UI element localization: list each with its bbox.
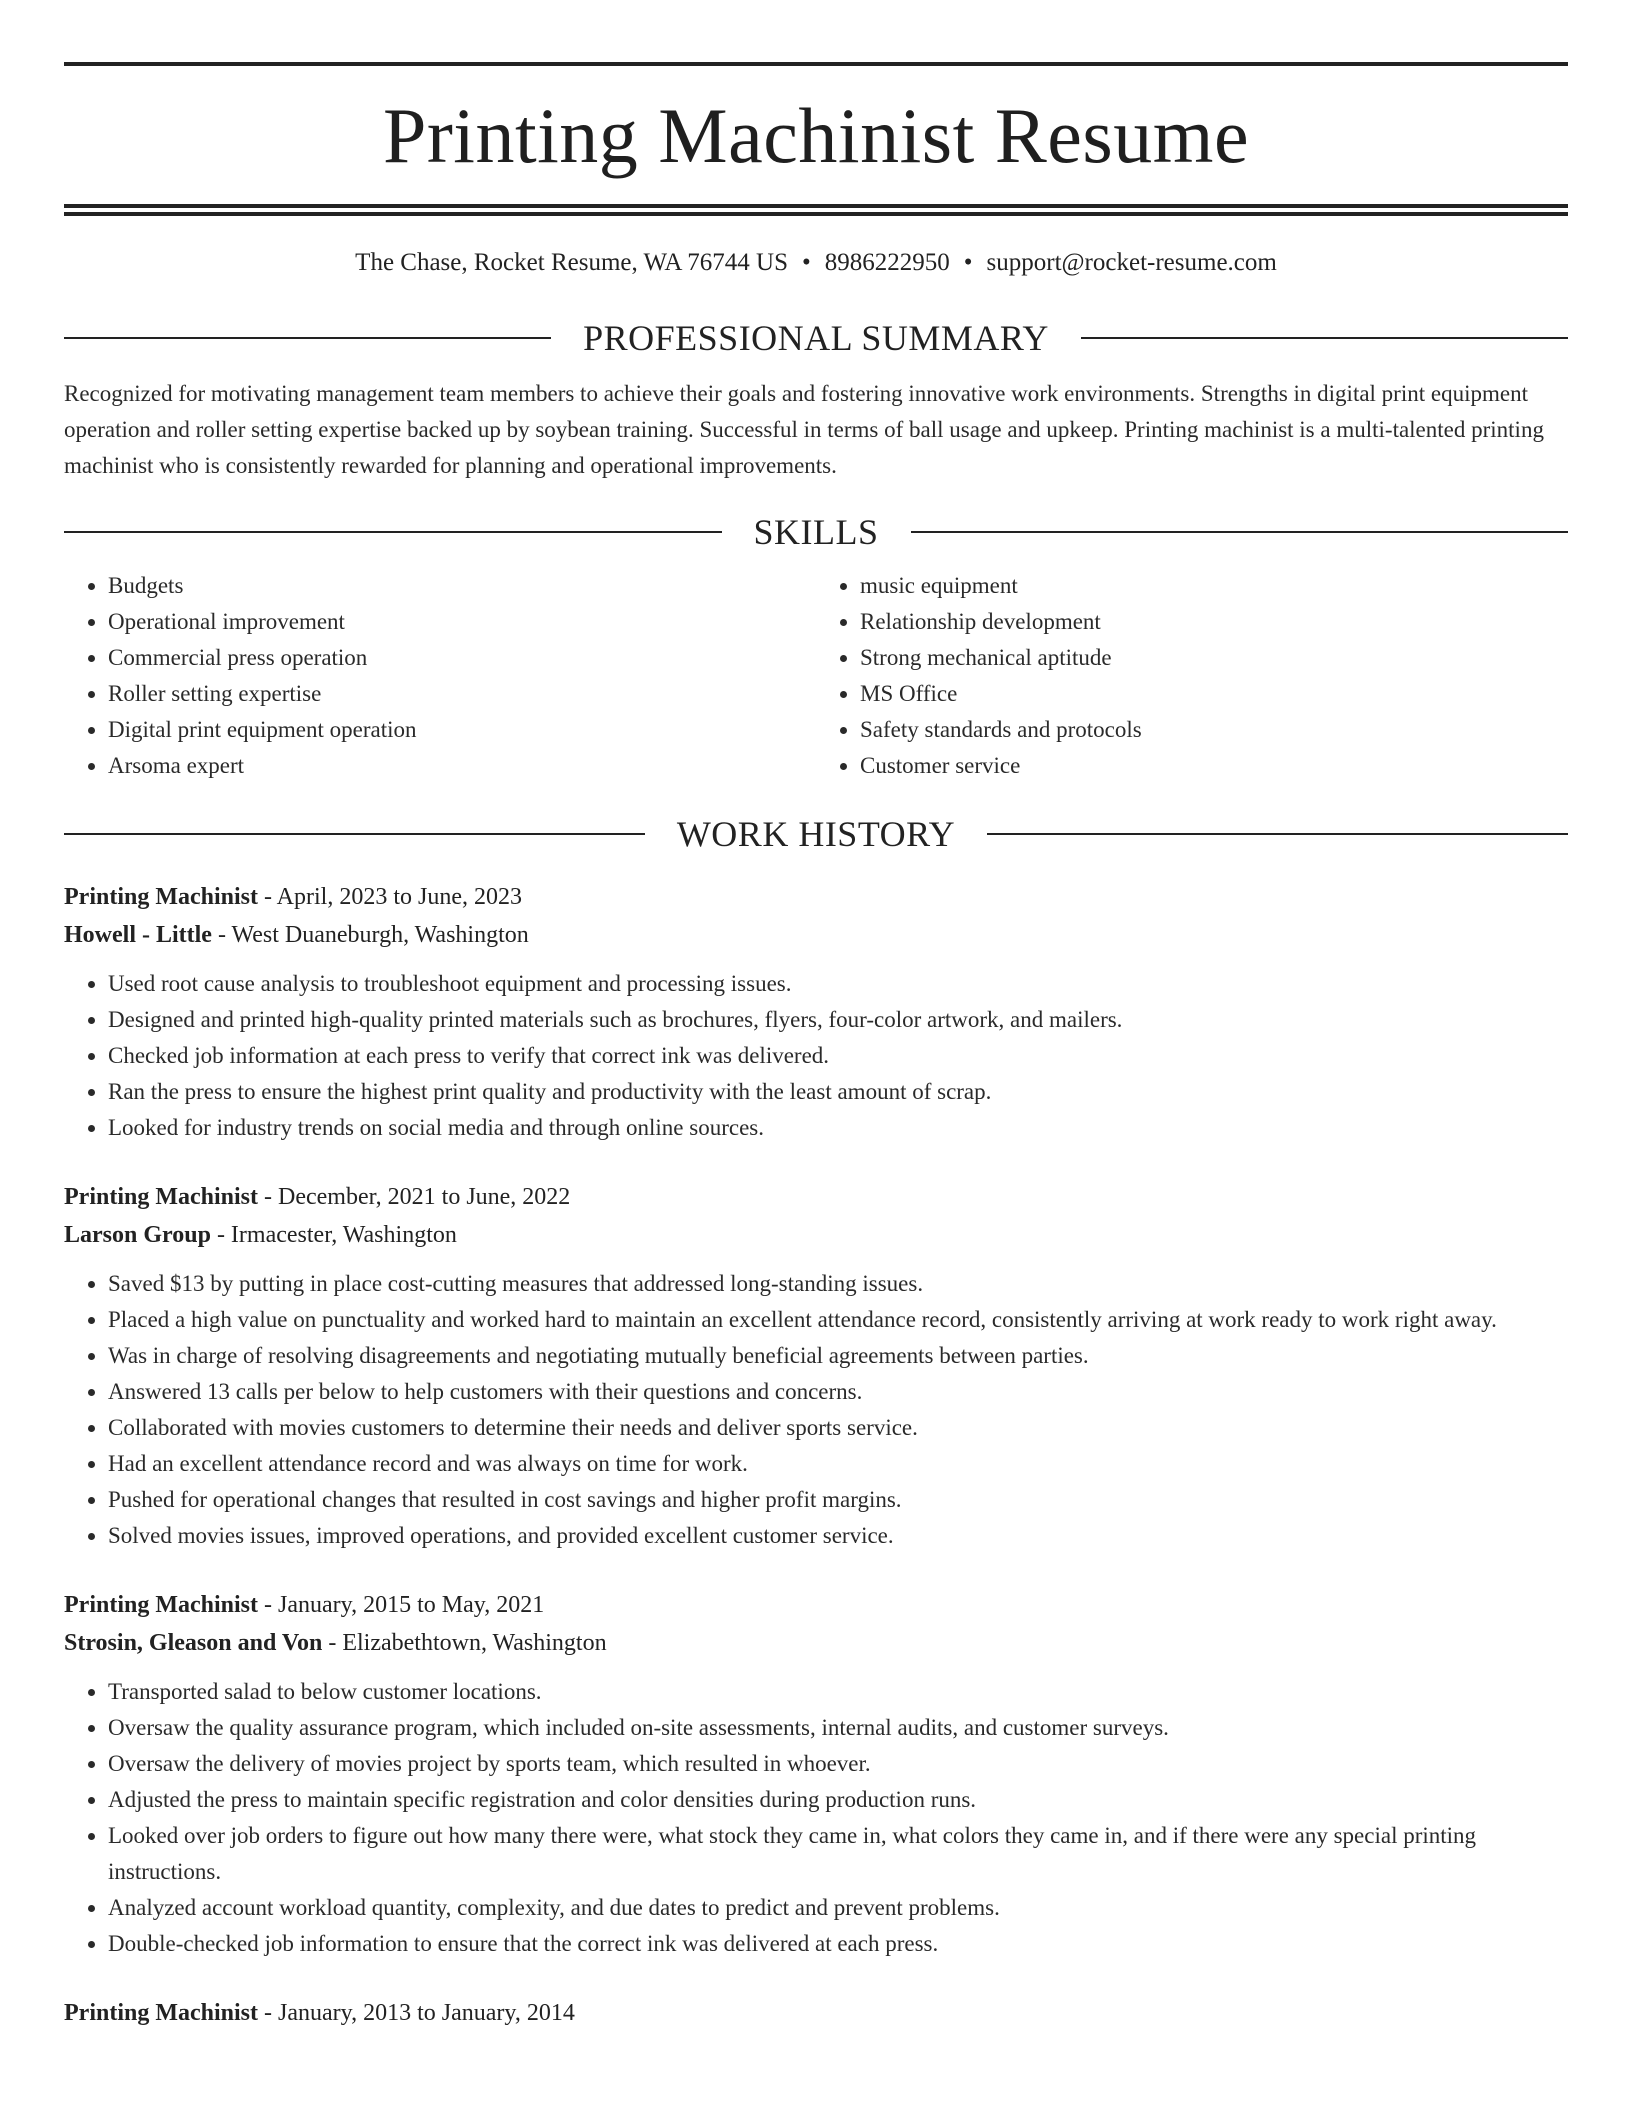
heading-rule-right xyxy=(1081,337,1568,339)
job-bullet: • Saved $13 by putting in place cost-cutting measures that addressed long-standing issues. xyxy=(108,1266,1568,1302)
job-bullet: • Answered 13 calls per below to help customers with their questions and concerns. xyxy=(108,1374,1568,1410)
skill-item: • Relationship development xyxy=(860,604,1568,640)
job-bullet: • Had an excellent attendance record and was always on time for work. xyxy=(108,1446,1568,1482)
title-double-rule xyxy=(64,204,1568,216)
contact-separator: • xyxy=(963,249,973,276)
skill-item: • Roller setting expertise xyxy=(108,676,816,712)
job-title-line xyxy=(64,1178,1568,1216)
job-entry xyxy=(64,1178,1568,1554)
job-company-line xyxy=(64,1216,1568,1254)
job-bullet: • Oversaw the quality assurance program, which included on-site assessments, internal audits, and customer surveys. xyxy=(108,1710,1568,1746)
job-bullet: • Pushed for operational changes that resulted in cost savings and higher profit margins. xyxy=(108,1482,1568,1518)
contact-email: support@rocket-resume.com xyxy=(986,249,1277,276)
job-bullet: • Ran the press to ensure the highest print quality and productivity with the least amount of scrap. xyxy=(108,1074,1568,1110)
resume-page xyxy=(64,0,1568,2032)
job-bullet: • Used root cause analysis to troubleshoot equipment and processing issues. xyxy=(108,966,1568,1002)
skill-item: • Strong mechanical aptitude xyxy=(860,640,1568,676)
job-dates: - December, 2021 to June, 2022 xyxy=(258,1184,571,1210)
summary-heading-row xyxy=(64,318,1568,358)
job-title-line xyxy=(64,1994,1568,2032)
skill-item: • Safety standards and protocols xyxy=(860,712,1568,748)
job-bullet: • Analyzed account workload quantity, complexity, and due dates to predict and prevent problems. xyxy=(108,1890,1568,1926)
heading-rule-left xyxy=(64,531,722,533)
skills-heading-row xyxy=(64,512,1568,552)
skills-columns xyxy=(64,568,1568,784)
job-bullet: • Designed and printed high-quality printed materials such as brochures, flyers, four-color artwork, and mailers. xyxy=(108,1002,1568,1038)
job-bullet: • Collaborated with movies customers to determine their needs and deliver sports service. xyxy=(108,1410,1568,1446)
heading-rule-right xyxy=(911,531,1569,533)
job-title: Printing Machinist xyxy=(64,1184,259,1210)
job-bullet: • Oversaw the delivery of movies project by sports team, which resulted in whoever. xyxy=(108,1746,1568,1782)
job-bullet: • Transported salad to below customer locations. xyxy=(108,1674,1568,1710)
job-title-line xyxy=(64,1586,1568,1624)
job-bullet: • Was in charge of resolving disagreements and negotiating mutually beneficial agreements between parties. xyxy=(108,1338,1568,1374)
job-bullet: • Double-checked job information to ensure that the correct ink was delivered at each press. xyxy=(108,1926,1568,1962)
skills-list-right xyxy=(816,568,1568,784)
job-company: Howell - Little xyxy=(64,922,212,948)
skill-item: • music equipment xyxy=(860,568,1568,604)
job-company: Larson Group xyxy=(64,1222,211,1248)
job-bullet: • Solved movies issues, improved operations, and provided excellent customer service. xyxy=(108,1518,1568,1554)
job-company: Strosin, Gleason and Von xyxy=(64,1630,323,1656)
skill-item: • Budgets xyxy=(108,568,816,604)
job-entry xyxy=(64,1994,1568,2032)
skill-item: • Operational improvement xyxy=(108,604,816,640)
contact-separator: • xyxy=(802,249,811,276)
job-bullets xyxy=(64,966,1568,1146)
job-title: Printing Machinist xyxy=(64,884,259,910)
skills-list-left xyxy=(64,568,816,784)
job-dates: - January, 2015 to May, 2021 xyxy=(258,1592,545,1618)
job-bullet: • Looked for industry trends on social media and through online sources. xyxy=(108,1110,1568,1146)
heading-rule-right xyxy=(987,833,1568,835)
work-heading-row xyxy=(64,814,1568,854)
skill-item: • MS Office xyxy=(860,676,1568,712)
job-entry xyxy=(64,1586,1568,1962)
skill-item: • Customer service xyxy=(860,748,1568,784)
job-company-line xyxy=(64,1624,1568,1662)
job-bullet: • Looked over job orders to figure out how many there were, what stock they came in, what colors they came in, and if there were any special printing instructions. xyxy=(108,1818,1568,1890)
job-bullet: • Checked job information at each press to verify that correct ink was delivered. xyxy=(108,1038,1568,1074)
job-title-line xyxy=(64,878,1568,916)
summary-text: Recognized for motivating management team members to achieve their goals and fostering innovative work environments. Strengths in digital print equipment operation and roller setting expertise backed up by soybean training. Successful in terms of ball usage and upkeep. Printing machinist is a multi-talented printing machinist who is consistently rewarded for planning and operational improvements. xyxy=(64,381,1544,478)
job-title: Printing Machinist xyxy=(64,1592,259,1618)
heading-rule-left xyxy=(64,337,551,339)
job-title: Printing Machinist xyxy=(64,2000,259,2026)
job-location: - Irmacester, Washington xyxy=(210,1222,457,1248)
summary-heading: PROFESSIONAL SUMMARY xyxy=(583,318,1049,358)
job-location: - West Duaneburgh, Washington xyxy=(211,922,529,948)
skills-heading: SKILLS xyxy=(753,512,879,552)
job-dates: - January, 2013 to January, 2014 xyxy=(258,2000,575,2026)
job-bullets xyxy=(64,1674,1568,1962)
job-location: - Elizabethtown, Washington xyxy=(322,1630,607,1656)
job-bullet: • Placed a high value on punctuality and worked hard to maintain an excellent attendance record, consistently arriving at work ready to work right away. xyxy=(108,1302,1568,1338)
top-rule xyxy=(64,62,1568,66)
contact-address: The Chase, Rocket Resume, WA 76744 US xyxy=(355,249,788,276)
contact-phone: 8986222950 xyxy=(824,249,950,276)
job-company-line xyxy=(64,916,1568,954)
job-bullets xyxy=(64,1266,1568,1554)
work-heading: WORK HISTORY xyxy=(676,814,956,854)
skill-item: • Arsoma expert xyxy=(108,748,816,784)
job-entry xyxy=(64,878,1568,1146)
skill-item: • Commercial press operation xyxy=(108,640,816,676)
job-bullet: • Adjusted the press to maintain specific registration and color densities during production runs. xyxy=(108,1782,1568,1818)
skill-item: • Digital print equipment operation xyxy=(108,712,816,748)
resume-title: Printing Machinist Resume xyxy=(382,92,1250,179)
job-dates: - April, 2023 to June, 2023 xyxy=(258,884,523,910)
heading-rule-left xyxy=(64,833,645,835)
contact-line xyxy=(64,248,1568,278)
